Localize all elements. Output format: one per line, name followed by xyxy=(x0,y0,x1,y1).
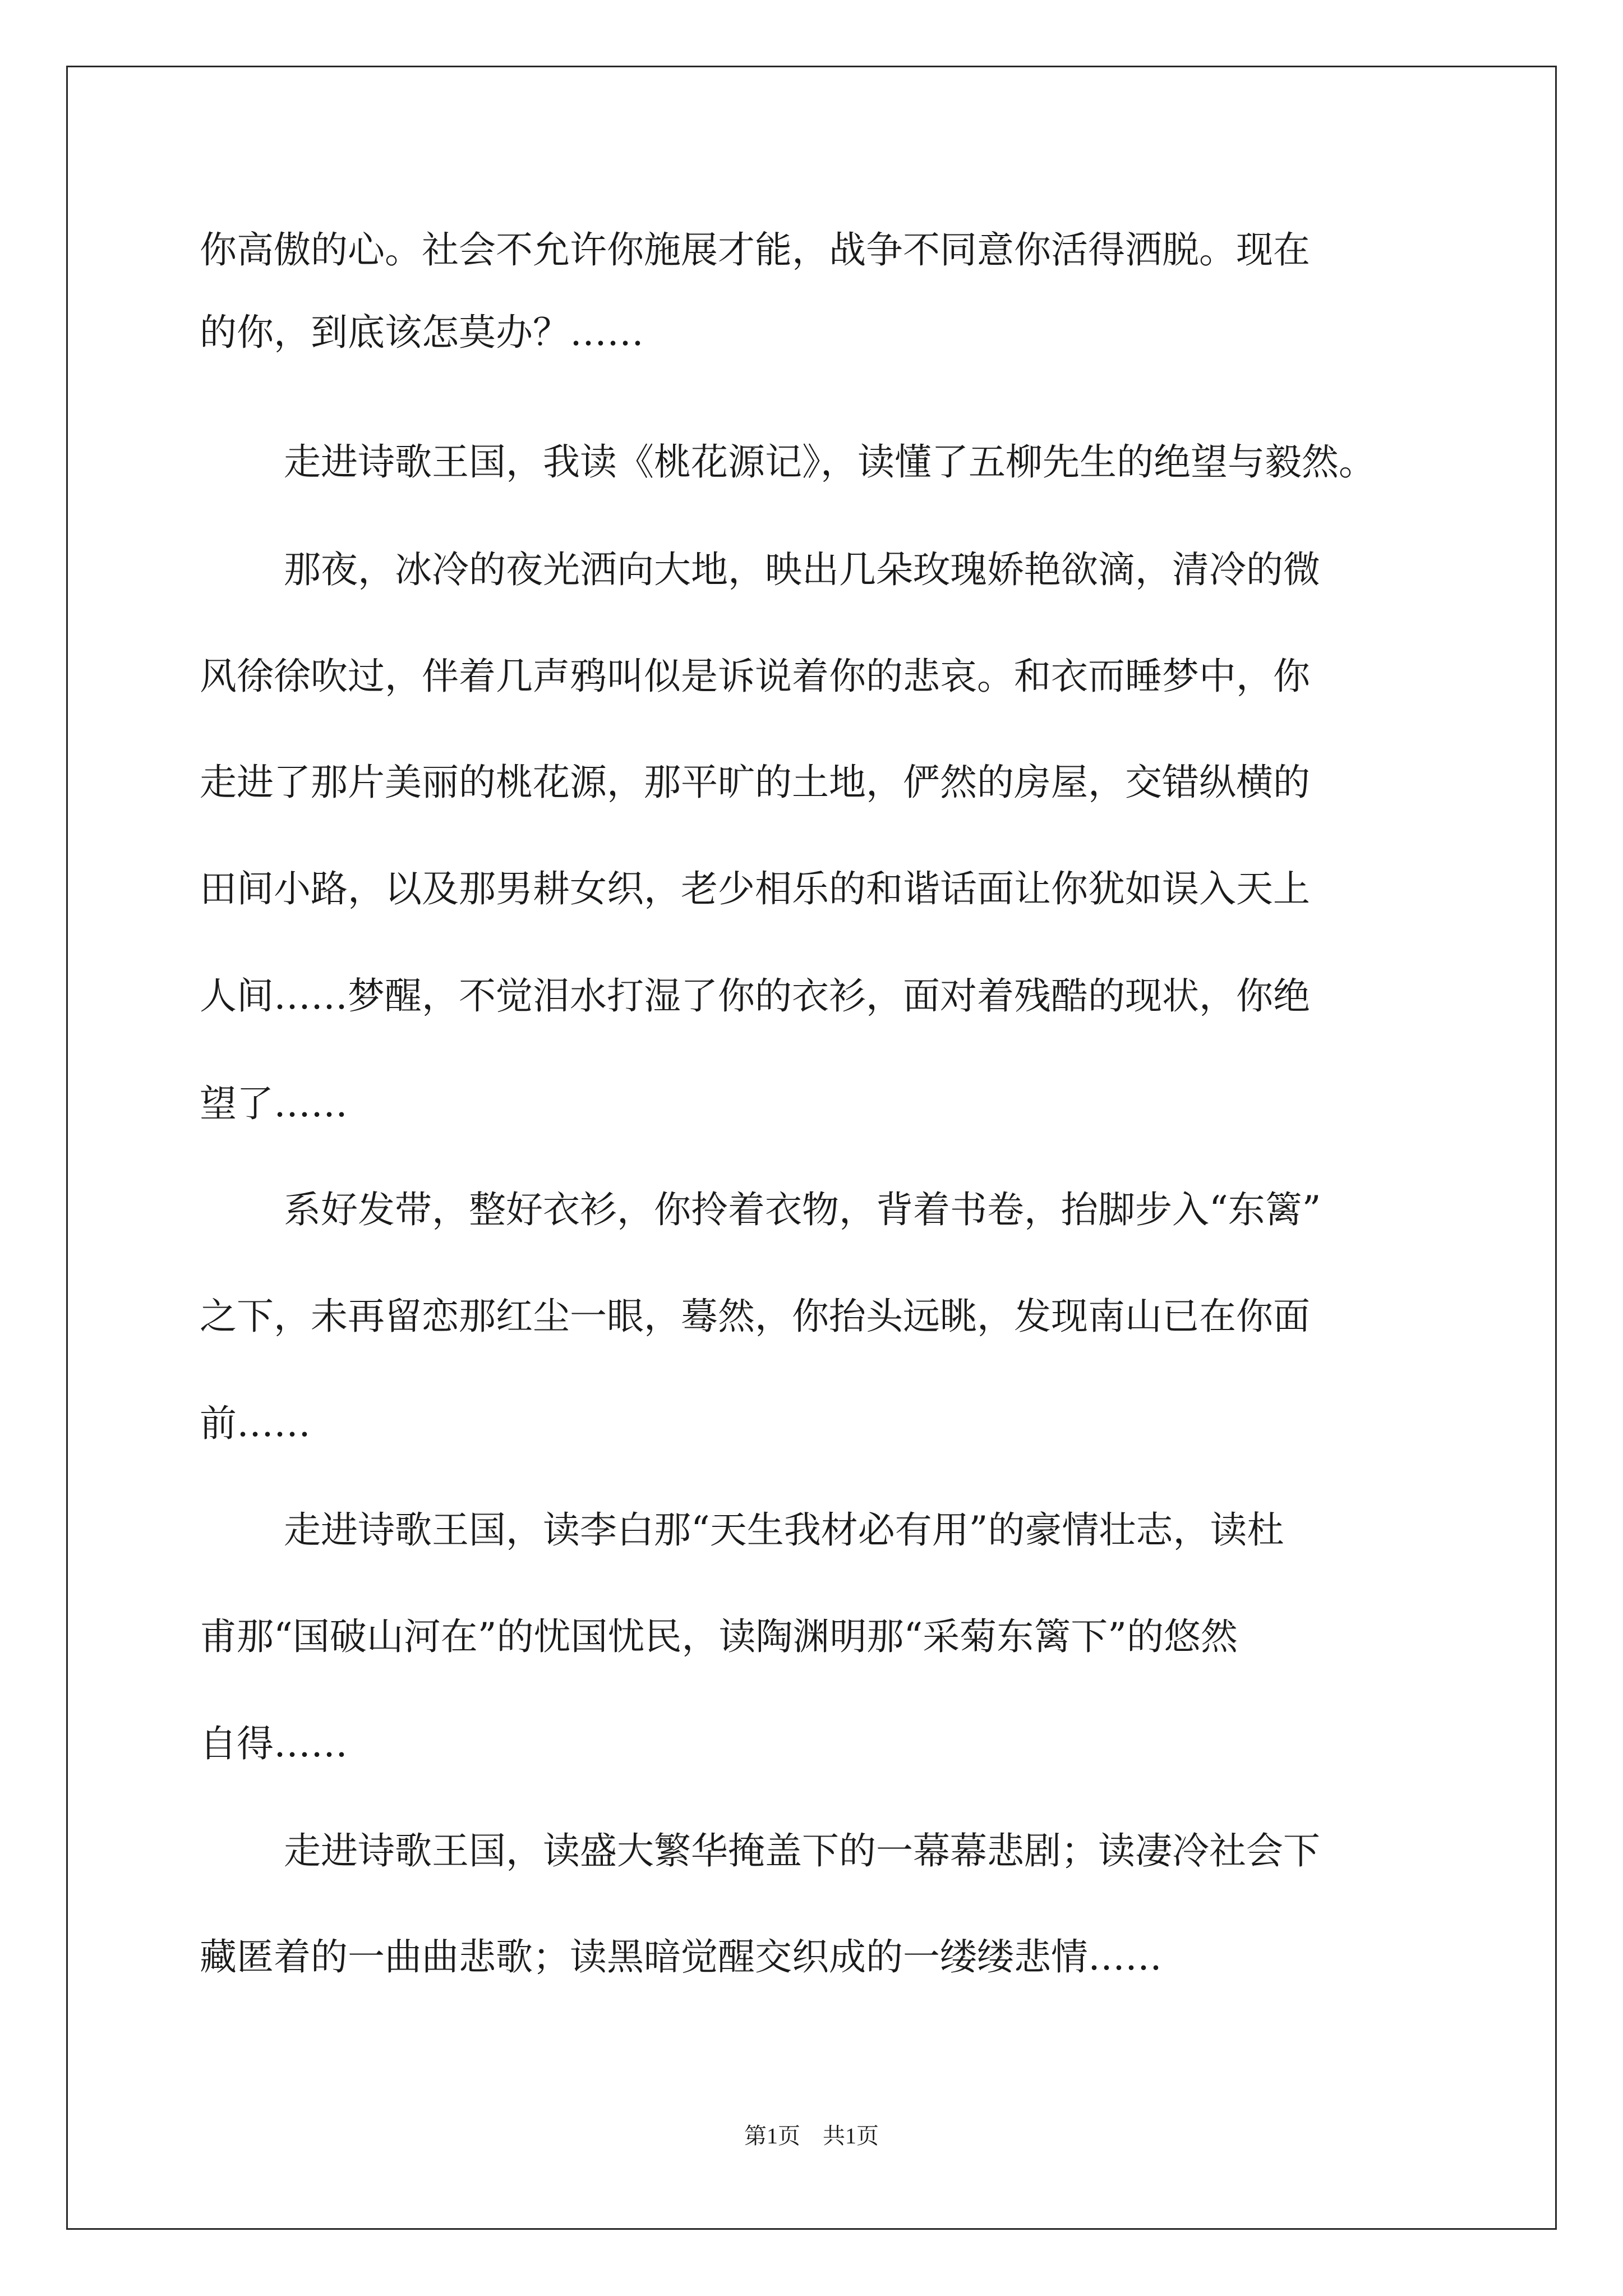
page-footer xyxy=(0,2125,1623,2147)
text-line: 系好发带，整好衣衫，你拎着衣物，背着书卷，抬脚步入“东篱” xyxy=(284,1188,1321,1231)
text-line: 你高傲的心。社会不允许你施展才能，战争不同意你活得洒脱。现在 xyxy=(200,228,1310,272)
text-line: 走进诗歌王国，我读《桃花源记》，读懂了五柳先生的绝望与毅然。 xyxy=(284,440,1376,484)
page-number-current: 第1页 xyxy=(744,2123,800,2148)
text-line: 甫那“国破山河在”的忧国忧民，读陶渊明那“采菊东篱下”的悠然 xyxy=(200,1615,1238,1658)
text-line: 望了…… xyxy=(200,1082,348,1125)
text-line: 走进了那片美丽的桃花源，那平旷的土地，俨然的房屋，交错纵横的 xyxy=(200,761,1310,804)
text-line: 之下，未再留恋那红尘一眼，蓦然，你抬头远眺，发现南山已在你面 xyxy=(200,1295,1310,1338)
text-line: 走进诗歌王国，读盛大繁华掩盖下的一幕幕悲剧；读凄冷社会下 xyxy=(284,1829,1320,1872)
text-line: 风徐徐吹过，伴着几声鸦叫似是诉说着你的悲哀。和衣而睡梦中，你 xyxy=(200,655,1310,698)
text-line: 前…… xyxy=(200,1402,311,1445)
text-line: 自得…… xyxy=(200,1722,348,1765)
page-number-total: 共1页 xyxy=(823,2123,879,2148)
text-line: 走进诗歌王国，读李白那“天生我材必有用”的豪情壮志，读杜 xyxy=(284,1508,1284,1552)
text-line: 藏匿着的一曲曲悲歌；读黑暗觉醒交织成的一缕缕悲情…… xyxy=(200,1935,1162,1978)
text-line: 的你，到底该怎莫办？…… xyxy=(200,311,644,354)
text-line: 人间……梦醒，不觉泪水打湿了你的衣衫，面对着残酷的现状，你绝 xyxy=(200,974,1310,1018)
page-border xyxy=(66,66,1557,2230)
text-line: 那夜，冰冷的夜光洒向大地，映出几朵玫瑰娇艳欲滴，清冷的微 xyxy=(284,548,1320,591)
text-line: 田间小路，以及那男耕女织，老少相乐的和谐话面让你犹如误入天上 xyxy=(200,867,1310,910)
